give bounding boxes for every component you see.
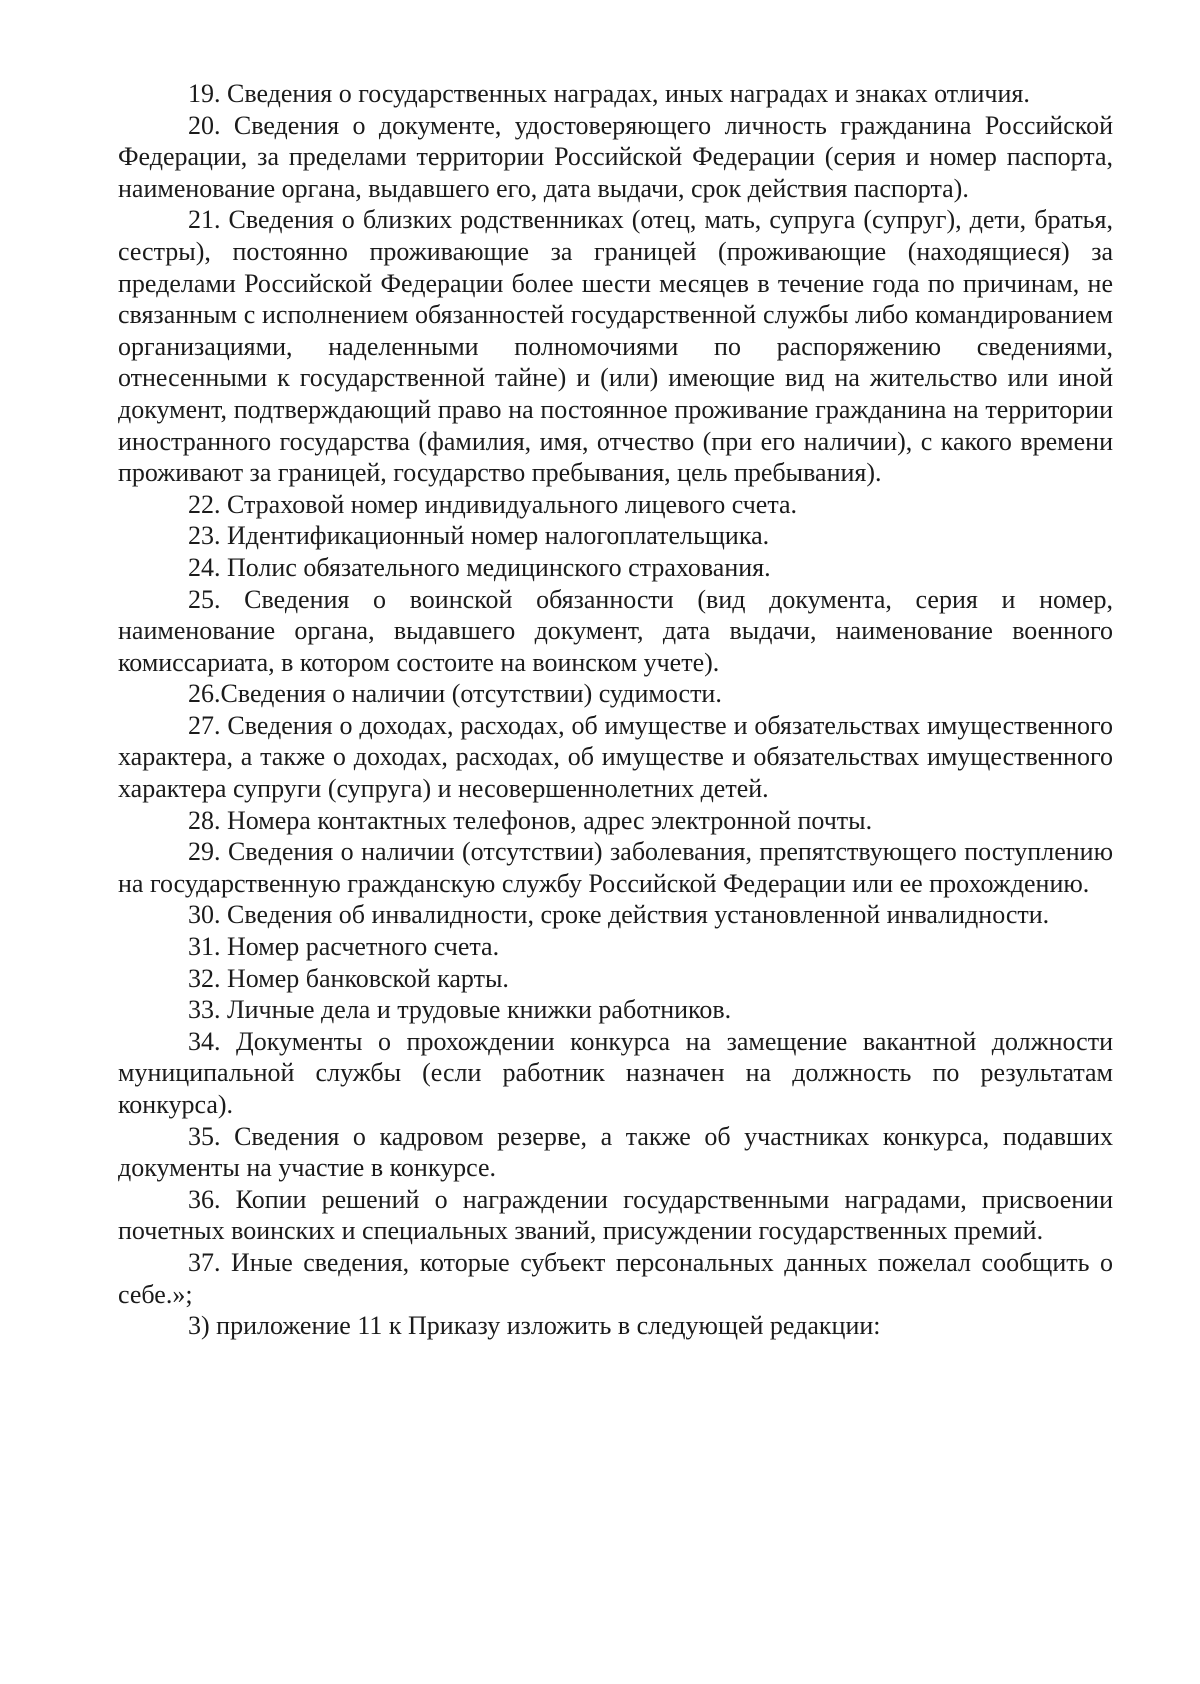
paragraph-28: 28. Номера контактных телефонов, адрес электронной почты. [188, 805, 873, 835]
paragraph-37: 37. Иные сведения, которые субъект персональных данных пожелал сообщить о себе.»; [118, 1247, 1113, 1309]
paragraph-30: 30. Сведения об инвалидности, сроке действия установленной инвалидности. [188, 900, 1050, 930]
paragraph-26: 26.Сведения о наличии (отсутствии) судимости. [188, 679, 722, 709]
paragraph-25: 25. Сведения о воинской обязанности (вид документа, серия и номер, наименование органа, выдавшего документ, дата выдачи, наименование военного комиссариата, в котором состоите на воинском учете). [118, 584, 1113, 677]
document-body [118, 78, 1113, 1342]
paragraph-31: 31. Номер расчетного счета. [188, 932, 500, 962]
paragraph-35: 35. Сведения о кадровом резерве, а также об участниках конкурса, подавших документы на участие в конкурсе. [118, 1121, 1113, 1183]
paragraph-21: 21. Сведения о близких родственниках (отец, мать, супруга (супруг), дети, братья, сестры), постоянно проживающие за границей (проживающие (находящиеся) за пределами Российской Федерации более шести месяцев в течение года по причинам, не связанным с исполнением обязанностей государственной службы либо командированием организациями, наделенными полномочиями по распоряжению сведениями, отнесенными к государственной тайне) и (или) имеющие вид на жительство или иной документ, подтверждающий право на постоянное проживание гражданина на территории иностранного государства (фамилия, имя, отчество (при его наличии), с какого времени проживают за границей, государство пребывания, цель пребывания). [118, 205, 1113, 488]
paragraph-22: 22. Страховой номер индивидуального лицевого счета. [188, 489, 798, 519]
paragraph-23: 23. Идентификационный номер налогоплательщика. [188, 521, 770, 551]
paragraph-33: 33. Личные дела и трудовые книжки работников. [188, 995, 732, 1025]
paragraph-32: 32. Номер банковской карты. [188, 963, 509, 993]
paragraph-19: 19. Сведения о государственных наградах, иных наградах и знаках отличия. [188, 79, 1030, 108]
paragraph-24: 24. Полис обязательного медицинского страхования. [188, 552, 771, 582]
paragraph-appendix-11: 3) приложение 11 к Приказу изложить в следующей редакции: [188, 1311, 881, 1341]
paragraph-20: 20. Сведения о документе, удостоверяющего личность гражданина Российской Федерации, за пределами территории Российской Федерации (серия и номер паспорта, наименование органа, выдавшего его, дата выдачи, срок действия паспорта). [118, 110, 1113, 203]
paragraph-36: 36. Копии решений о награждении государственными наградами, присвоении почетных воинских и специальных званий, присуждении государственных премий. [118, 1184, 1113, 1246]
paragraph-27: 27. Сведения о доходах, расходах, об имуществе и обязательствах имущественного характера, а также о доходах, расходах, об имуществе и обязательствах имущественного характера супруги (супруга) и несовершеннолетних детей. [118, 710, 1113, 804]
paragraph-29: 29. Сведения о наличии (отсутствии) заболевания, препятствующего поступлению на государственную гражданскую службу Российской Федерации или ее прохождению. [118, 837, 1113, 898]
paragraph-34: 34. Документы о прохождении конкурса на замещение вакантной должности муниципальной службы (если работник назначен на должность по результатам конкурса). [118, 1026, 1113, 1119]
